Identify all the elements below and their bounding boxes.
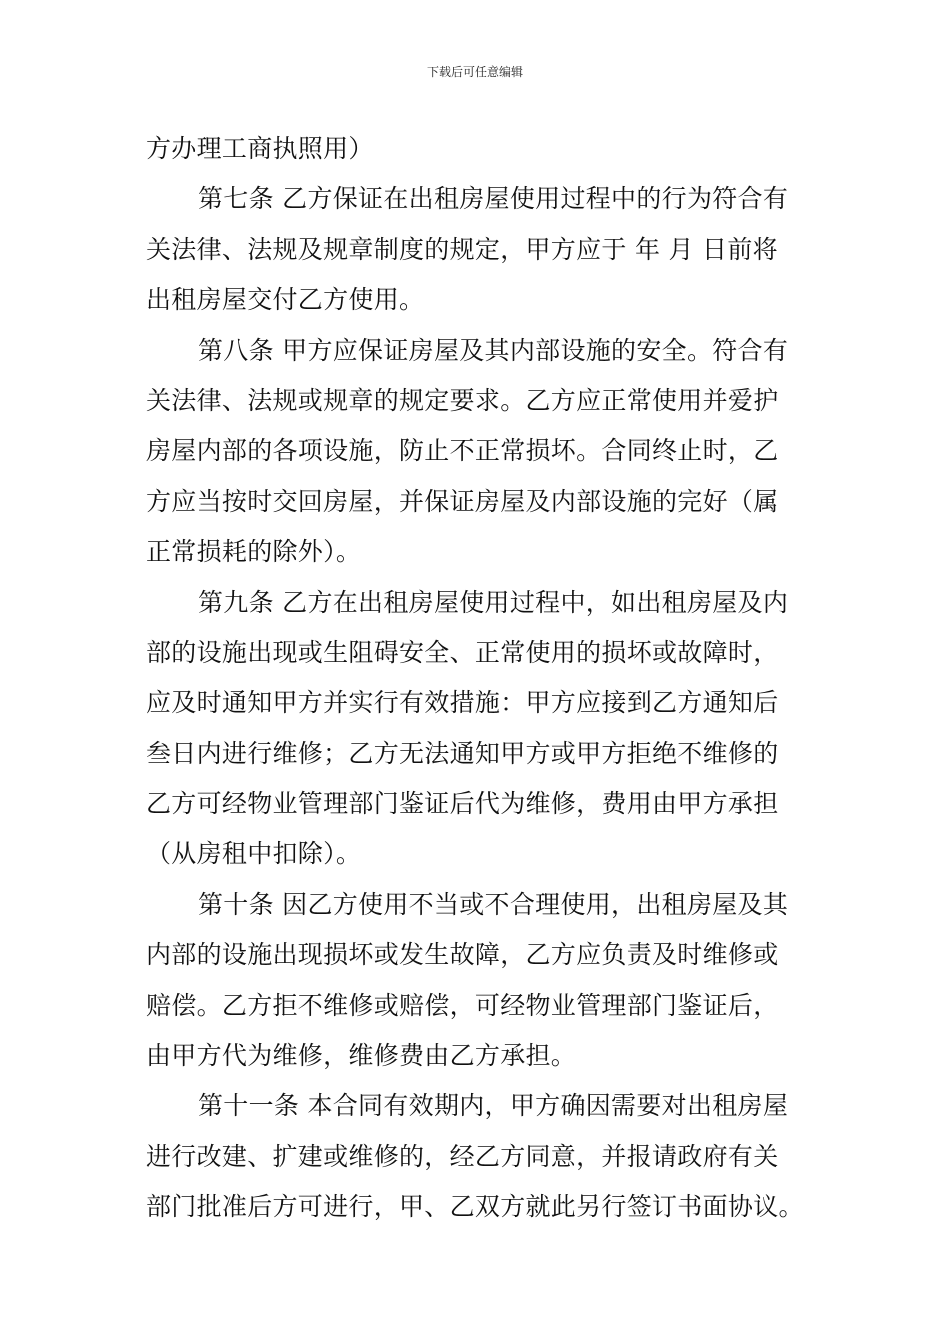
article-7 (146, 174, 810, 325)
text-line: 第九条 乙方在出租房屋使用过程中，如出租房屋及内 (198, 587, 789, 617)
text-line: 房屋内部的各项设施，防止不正常损坏。合同终止时，乙 (146, 436, 779, 466)
text-line: 应及时通知甲方并实行有效措施：甲方应接到乙方通知后 (146, 688, 779, 718)
text-line: 正常损耗的除外）。 (146, 537, 362, 567)
text-line: 内部的设施出现损坏或发生故障，乙方应负责及时维修或 (146, 940, 779, 970)
text-line: 第八条 甲方应保证房屋及其内部设施的安全。符合有 (198, 335, 789, 365)
article-10 (146, 880, 810, 1082)
text-line: 部门批准后方可进行，甲、乙双方就此另行签订书面协议。 (146, 1192, 804, 1222)
text-line: 由甲方代为维修，维修费由乙方承担。 (146, 1041, 577, 1071)
text-line: 叁日内进行维修；乙方无法通知甲方或甲方拒绝不维修的 (146, 738, 779, 768)
text-line: 关法律、法规及规章制度的规定，甲方应于 年 月 日前将 (146, 234, 778, 264)
text-line: 进行改建、扩建或维修的，经乙方同意，并报请政府有关 (146, 1141, 779, 1171)
article-11 (146, 1081, 810, 1232)
text-line: （从房租中扣除）。 (146, 839, 362, 869)
text-line: 关法律、法规或规章的规定要求。乙方应正常使用并爱护 (146, 385, 779, 415)
page-header: 下载后可任意编辑 (426, 65, 523, 79)
article-8 (146, 326, 810, 578)
text-line: 第七条 乙方保证在出租房屋使用过程中的行为符合有 (198, 184, 789, 214)
text-line: 方办理工商执照用） (146, 134, 374, 163)
text-line: 出租房屋交付乙方使用。 (146, 285, 425, 315)
paragraph-continuation (146, 124, 810, 174)
text-line: 方应当按时交回房屋，并保证房屋及内部设施的完好（属 (146, 486, 779, 516)
text-line: 乙方可经物业管理部门鉴证后代为维修，费用由甲方承担 (146, 789, 779, 819)
document-body (146, 124, 810, 1233)
text-line: 部的设施出现或生阻碍安全、正常使用的损坏或故障时， (146, 637, 779, 667)
text-line: 第十条 因乙方使用不当或不合理使用，出租房屋及其 (198, 889, 789, 919)
article-9 (146, 578, 810, 880)
text-line: 赔偿。乙方拒不维修或赔偿，可经物业管理部门鉴证后， (146, 990, 779, 1020)
text-line: 第十一条 本合同有效期内，甲方确因需要对出租房屋 (198, 1091, 789, 1121)
